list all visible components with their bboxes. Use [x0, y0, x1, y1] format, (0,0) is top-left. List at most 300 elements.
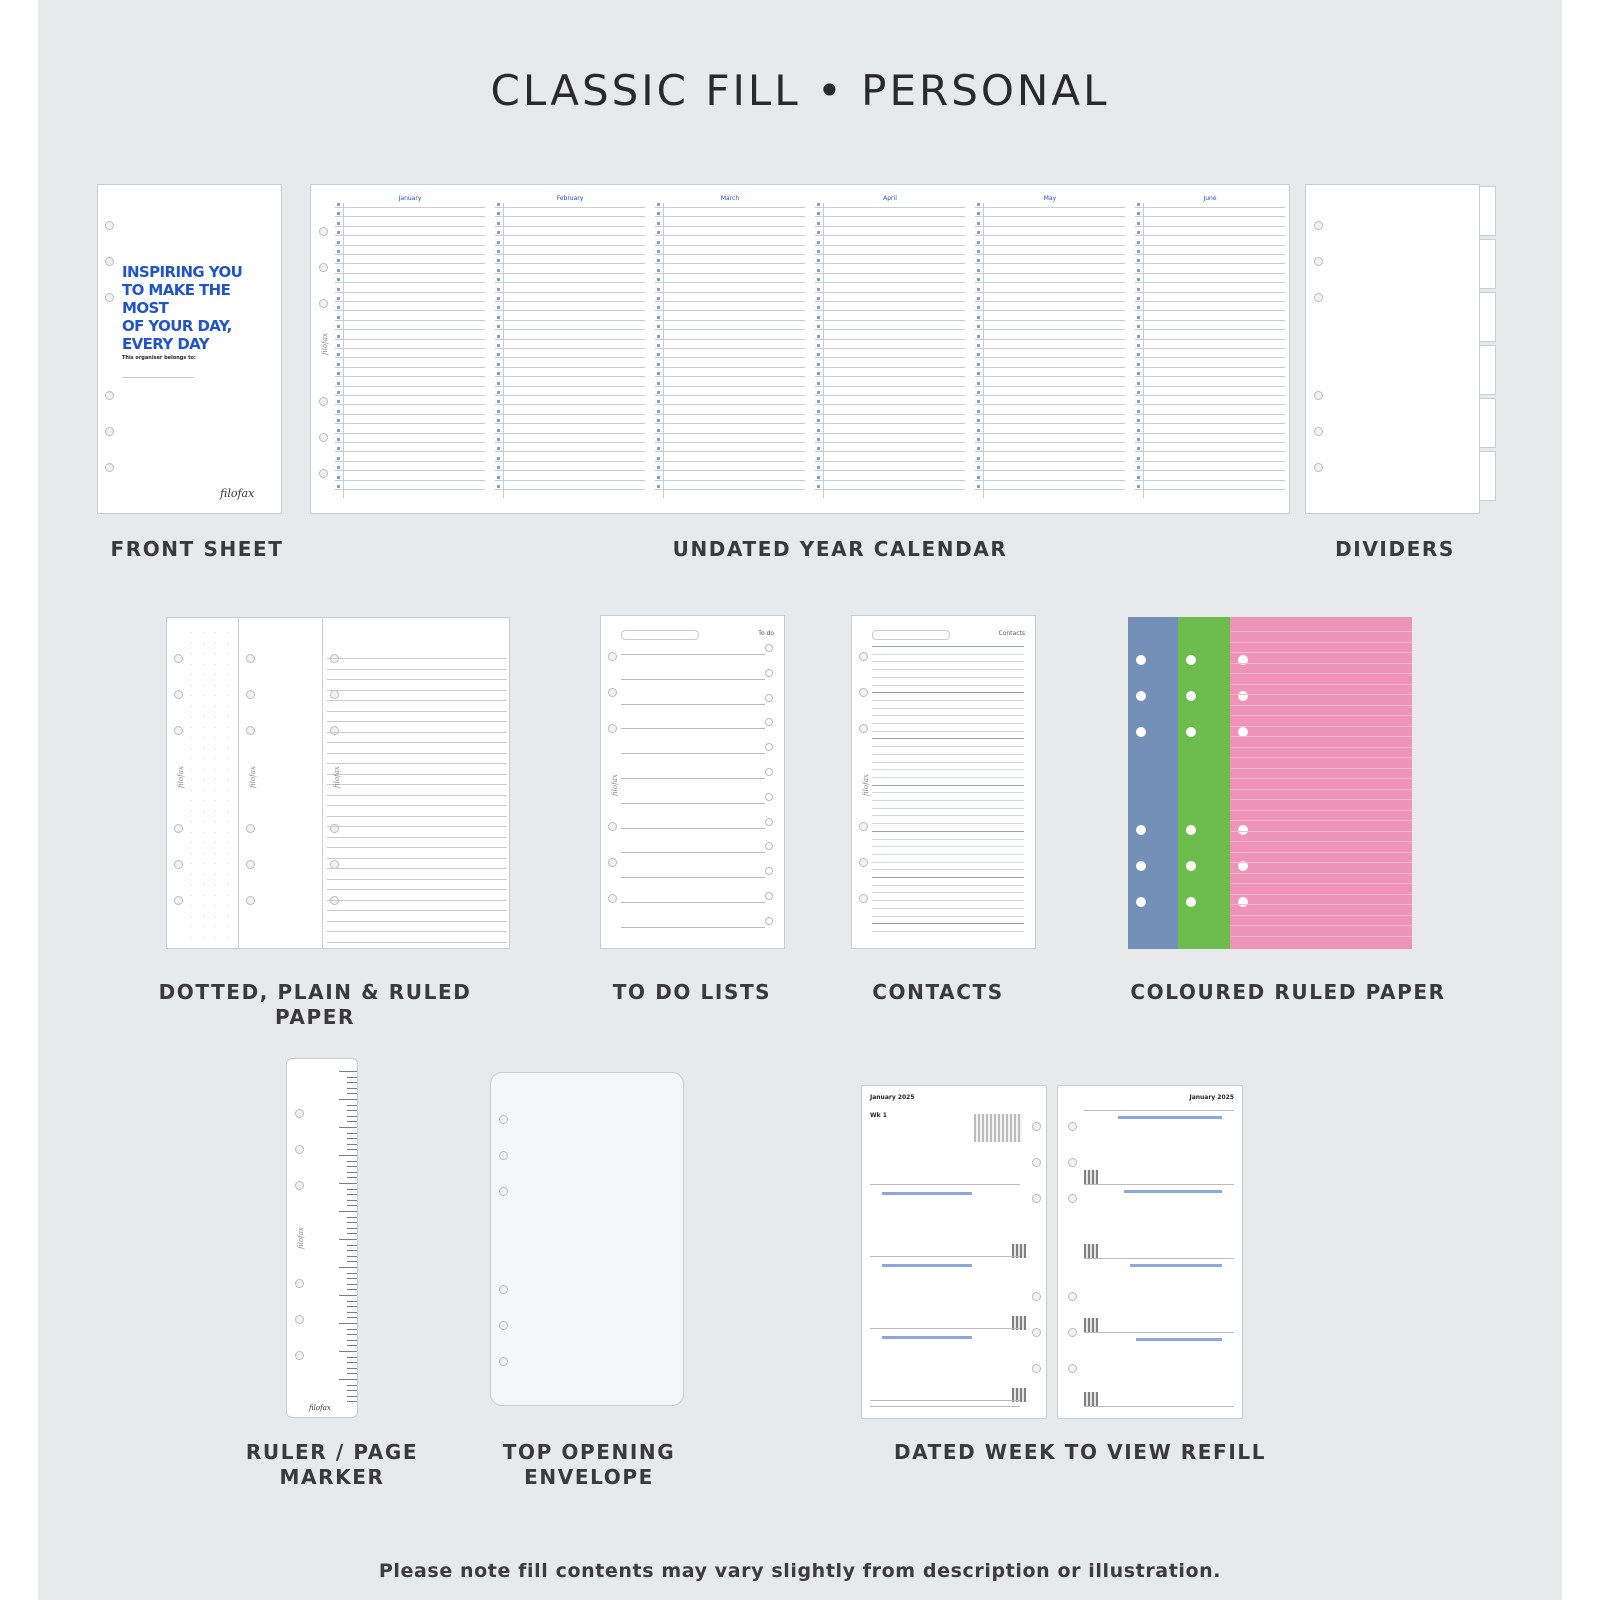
todo-line: [621, 778, 765, 779]
calendar-day-number: [817, 231, 820, 234]
grid-dot: [215, 874, 216, 875]
grid-dot: [227, 674, 228, 675]
punch-hole: [105, 221, 114, 230]
calendar-day-number: [977, 382, 980, 385]
calendar-row-rule: [1135, 301, 1285, 302]
grid-dot: [191, 800, 192, 801]
calendar-day-number: [657, 306, 660, 309]
contacts-line: [872, 685, 1024, 686]
calendar-day-number: [1137, 288, 1140, 291]
calendar-row-rule: [1135, 245, 1285, 246]
calendar-day-number: [817, 297, 820, 300]
calendar-row-rule: [975, 310, 1125, 311]
calendar-day-number: [497, 400, 500, 403]
calendar-row-rule: [975, 216, 1125, 217]
contacts-line: [872, 731, 1024, 732]
calendar-day-number: [817, 485, 820, 488]
grid-dot: [191, 916, 192, 917]
punch-hole: [1314, 221, 1323, 230]
calendar-day-number: [657, 344, 660, 347]
calendar-day-number: [1137, 241, 1140, 244]
calendar-day-number: [337, 429, 340, 432]
calendar-day-number: [1137, 419, 1140, 422]
calendar-row-rule: [335, 348, 485, 349]
grid-dot: [215, 811, 216, 812]
ruled-line: [327, 795, 507, 796]
punch-hole: [499, 1151, 508, 1160]
calendar-row-rule: [335, 301, 485, 302]
calendar-day-number: [817, 203, 820, 206]
punch-hole: [1068, 1122, 1077, 1131]
pink-ruled-line: [1230, 852, 1412, 853]
ruled-line: [327, 763, 507, 764]
calendar-row-rule: [335, 414, 485, 415]
calendar-day-number: [497, 447, 500, 450]
punch-hole: [105, 427, 114, 436]
calendar-day-number: [497, 269, 500, 272]
calendar-day-column-rule: [663, 203, 664, 498]
calendar-day-column-rule: [823, 203, 824, 498]
calendar-row-rule: [335, 263, 485, 264]
ruler-brand: filofax: [309, 1404, 331, 1412]
punch-hole: [1186, 897, 1196, 907]
punch-hole: [1068, 1328, 1077, 1337]
ruler-tick: [339, 1295, 357, 1296]
punch-hole: [246, 824, 255, 833]
ruled-line: [327, 931, 507, 932]
calendar-day-number: [817, 476, 820, 479]
grid-dot: [227, 779, 228, 780]
contacts-line: [872, 777, 1024, 778]
contacts-header: Contacts: [998, 630, 1025, 637]
calendar-row-rule: [495, 301, 645, 302]
grid-dot: [191, 685, 192, 686]
calendar-row-rule: [1135, 404, 1285, 405]
ruler-tick: [339, 1127, 357, 1128]
qr-code-icon: [1084, 1318, 1098, 1332]
calendar-day-number: [817, 250, 820, 253]
contacts-line: [872, 700, 1024, 701]
grid-dot: [215, 758, 216, 759]
punch-hole: [1238, 655, 1248, 665]
calendar-day-number: [657, 203, 660, 206]
punch-hole: [1186, 691, 1196, 701]
grid-dot: [203, 832, 204, 833]
grid-dot: [227, 695, 228, 696]
calendar-day-number: [497, 457, 500, 460]
todo-checkbox-circle: [765, 917, 773, 925]
ruler-tick: [339, 1183, 357, 1184]
calendar-row-rule: [335, 329, 485, 330]
calendar-row-rule: [495, 235, 645, 236]
punch-hole: [1136, 727, 1146, 737]
calendar-row-rule: [495, 207, 645, 208]
calendar-row-rule: [975, 386, 1125, 387]
calendar-day-number: [337, 231, 340, 234]
week-right-page-illustration: [1057, 1085, 1243, 1419]
calendar-row-rule: [655, 292, 805, 293]
todo-line: [621, 803, 765, 804]
calendar-day-number: [337, 325, 340, 328]
grid-dot: [191, 632, 192, 633]
calendar-day-number: [337, 419, 340, 422]
grid-dot: [215, 748, 216, 749]
grid-dot: [215, 632, 216, 633]
calendar-row-rule: [815, 329, 965, 330]
contacts-line: [872, 831, 1024, 832]
calendar-row-rule: [815, 216, 965, 217]
calendar-row-rule: [655, 404, 805, 405]
calendar-row-rule: [815, 235, 965, 236]
calendar-month-name: March: [720, 195, 740, 202]
grid-dot: [191, 821, 192, 822]
calendar-row-rule: [975, 245, 1125, 246]
ruler-tick: [339, 1071, 357, 1072]
calendar-day-number: [977, 231, 980, 234]
grid-dot: [227, 874, 228, 875]
punch-hole: [859, 652, 868, 661]
calendar-row-rule: [655, 301, 805, 302]
calendar-row-rule: [495, 480, 645, 481]
contacts-line: [872, 692, 1024, 693]
caption-envelope: [469, 1440, 709, 1490]
pink-ruled-line: [1230, 894, 1412, 895]
punch-hole: [1314, 463, 1323, 472]
calendar-month-name: January: [398, 195, 422, 202]
calendar-day-number: [337, 391, 340, 394]
calendar-row-rule: [1135, 442, 1285, 443]
calendar-row-rule: [815, 376, 965, 377]
punch-hole: [246, 860, 255, 869]
punch-hole: [246, 726, 255, 735]
calendar-day-number: [977, 457, 980, 460]
ruler-tick: [347, 1138, 357, 1139]
grid-dot: [203, 874, 204, 875]
calendar-row-rule: [495, 386, 645, 387]
calendar-row-rule: [815, 348, 965, 349]
contacts-line: [872, 823, 1024, 824]
calendar-row-rule: [495, 245, 645, 246]
caption-ruler-line: MARKER: [279, 1465, 385, 1489]
ruler-tick: [347, 1245, 357, 1246]
calendar-day-number: [1137, 438, 1140, 441]
ruler-tick: [347, 1194, 357, 1195]
grid-dot: [191, 937, 192, 938]
week-left-month: January 2025: [870, 1094, 915, 1101]
calendar-day-number: [337, 212, 340, 215]
todo-header: To do: [758, 630, 774, 637]
calendar-day-number: [657, 335, 660, 338]
calendar-day-number: [1137, 457, 1140, 460]
grid-dot: [215, 737, 216, 738]
calendar-row-rule: [335, 395, 485, 396]
grid-dot: [203, 664, 204, 665]
ruler-tick: [347, 1340, 357, 1341]
ruler-tick: [347, 1362, 357, 1363]
week-footer-rule: [1084, 1406, 1234, 1407]
calendar-day-number: [977, 410, 980, 413]
calendar-row-rule: [975, 367, 1125, 368]
grid-dot: [203, 737, 204, 738]
ruler-tick: [347, 1312, 357, 1313]
ruled-line: [327, 658, 507, 659]
todo-brand: filofax: [611, 774, 619, 796]
calendar-row-rule: [975, 470, 1125, 471]
calendar-day-number: [657, 363, 660, 366]
ruler-tick: [347, 1228, 357, 1229]
calendar-row-rule: [495, 292, 645, 293]
ruled-line: [327, 826, 507, 827]
caption-paper: DOTTED, PLAIN & RULED PAPER: [158, 980, 472, 1029]
caption-ruler: [212, 1440, 452, 1490]
ruled-line: [327, 900, 507, 901]
grid-dot: [191, 664, 192, 665]
calendar-row-rule: [655, 235, 805, 236]
todo-checkbox-circle: [765, 867, 773, 875]
grid-dot: [227, 716, 228, 717]
calendar-day-number: [977, 363, 980, 366]
calendar-row-rule: [335, 320, 485, 321]
calendar-row-rule: [495, 282, 645, 283]
calendar-day-number: [817, 419, 820, 422]
contacts-line: [872, 785, 1024, 786]
grid-dot: [203, 926, 204, 927]
calendar-row-rule: [335, 254, 485, 255]
grid-dot: [203, 916, 204, 917]
week-footer-rule: [870, 1406, 1020, 1407]
calendar-row-rule: [495, 404, 645, 405]
punch-hole: [1314, 257, 1323, 266]
punch-hole: [319, 469, 328, 478]
grid-dot: [203, 842, 204, 843]
calendar-row-rule: [655, 226, 805, 227]
grid-dot: [191, 653, 192, 654]
ruler-tick: [347, 1222, 357, 1223]
calendar-row-rule: [815, 404, 965, 405]
ruler-tick: [339, 1379, 357, 1380]
pink-ruled-line: [1230, 831, 1412, 832]
punch-hole: [499, 1115, 508, 1124]
calendar-day-number: [497, 410, 500, 413]
grid-dot: [227, 884, 228, 885]
grid-dot: [215, 800, 216, 801]
ruled-line: [327, 868, 507, 869]
calendar-row-rule: [495, 395, 645, 396]
calendar-row-rule: [335, 480, 485, 481]
week-day-rule: [1084, 1110, 1234, 1111]
pink-ruled-line: [1230, 925, 1412, 926]
calendar-day-number: [337, 203, 340, 206]
grid-dot: [215, 643, 216, 644]
grid-dot: [215, 685, 216, 686]
calendar-day-number: [1137, 297, 1140, 300]
calendar-day-number: [337, 278, 340, 281]
calendar-row-rule: [335, 235, 485, 236]
calendar-row-rule: [815, 480, 965, 481]
todo-line: [621, 654, 765, 655]
punch-hole: [330, 896, 339, 905]
contacts-line: [872, 792, 1024, 793]
calendar-row-rule: [495, 367, 645, 368]
grid-dot: [203, 685, 204, 686]
calendar-day-number: [977, 241, 980, 244]
calendar-day-number: [1137, 250, 1140, 253]
grid-dot: [227, 937, 228, 938]
calendar-day-number: [657, 419, 660, 422]
contacts-line: [872, 808, 1024, 809]
grid-dot: [215, 695, 216, 696]
divider-tab: [1480, 451, 1496, 501]
paper-sheet-ruled: [322, 617, 510, 949]
ruler-tick: [339, 1155, 357, 1156]
calendar-day-number: [1137, 231, 1140, 234]
calendar-day-number: [1137, 372, 1140, 375]
calendar-day-number: [337, 250, 340, 253]
contacts-title-box: [872, 630, 950, 640]
calendar-day-number: [497, 485, 500, 488]
calendar-day-number: [337, 382, 340, 385]
caption-coloured: COLOURED RULED PAPER: [1130, 980, 1446, 1004]
calendar-day-column-rule: [503, 203, 504, 498]
calendar-day-number: [1137, 344, 1140, 347]
calendar-day-number: [977, 316, 980, 319]
punch-hole: [1186, 727, 1196, 737]
punch-hole: [859, 894, 868, 903]
calendar-row-rule: [1135, 423, 1285, 424]
calendar-row-rule: [335, 310, 485, 311]
week-day-rule: [870, 1400, 1020, 1401]
punch-hole: [105, 293, 114, 302]
calendar-day-number: [1137, 316, 1140, 319]
calendar-day-number: [497, 325, 500, 328]
punch-hole: [1068, 1364, 1077, 1373]
todo-list-illustration: [600, 615, 785, 949]
pink-ruled-line: [1230, 873, 1412, 874]
calendar-row-rule: [495, 329, 645, 330]
headline-line: OF YOUR DAY,: [122, 317, 232, 335]
calendar-row-rule: [1135, 470, 1285, 471]
calendar-day-number: [977, 269, 980, 272]
grid-dot: [191, 926, 192, 927]
calendar-row-rule: [975, 451, 1125, 452]
calendar-row-rule: [975, 414, 1125, 415]
punch-hole: [319, 397, 328, 406]
todo-line: [621, 679, 765, 680]
grid-dot: [203, 779, 204, 780]
calendar-row-rule: [655, 245, 805, 246]
calendar-day-number: [337, 335, 340, 338]
week-number: Wk 1: [870, 1112, 887, 1119]
calendar-day-number: [817, 306, 820, 309]
grid-dot: [203, 632, 204, 633]
week-day-rule: [1084, 1258, 1234, 1259]
calendar-row-rule: [335, 292, 485, 293]
calendar-row-rule: [655, 451, 805, 452]
ruler-illustration: [286, 1058, 358, 1418]
punch-hole: [1068, 1292, 1077, 1301]
grid-dot: [227, 727, 228, 728]
calendar-row-rule: [1135, 235, 1285, 236]
todo-checkbox-circle: [765, 694, 773, 702]
ruler-tick: [339, 1267, 357, 1268]
pink-ruled-line: [1230, 642, 1412, 643]
calendar-row-rule: [495, 489, 645, 490]
qr-code-icon: [1084, 1170, 1098, 1184]
ruled-line: [327, 921, 507, 922]
calendar-row-rule: [1135, 480, 1285, 481]
calendar-row-rule: [975, 404, 1125, 405]
calendar-row-rule: [1135, 433, 1285, 434]
calendar-row-rule: [1135, 329, 1285, 330]
calendar-row-rule: [1135, 310, 1285, 311]
calendar-row-rule: [655, 367, 805, 368]
grid-dot: [203, 905, 204, 906]
calendar-day-number: [497, 363, 500, 366]
calendar-row-rule: [335, 273, 485, 274]
calendar-row-rule: [655, 339, 805, 340]
calendar-day-number: [1137, 391, 1140, 394]
ruler-tick: [347, 1093, 357, 1094]
punch-hole: [174, 654, 183, 663]
punch-hole: [1068, 1158, 1077, 1167]
grid-dot: [227, 832, 228, 833]
punch-hole: [499, 1285, 508, 1294]
calendar-day-number: [977, 344, 980, 347]
grid-dot: [191, 727, 192, 728]
grid-dot: [227, 800, 228, 801]
grid-dot: [203, 863, 204, 864]
contacts-line: [872, 708, 1024, 709]
todo-line: [621, 852, 765, 853]
pink-ruled-line: [1230, 883, 1412, 884]
grid-dot: [215, 716, 216, 717]
pink-ruled-line: [1230, 684, 1412, 685]
calendar-row-rule: [335, 451, 485, 452]
calendar-day-number: [817, 363, 820, 366]
contacts-line: [872, 923, 1024, 924]
ruled-line: [327, 721, 507, 722]
punch-hole: [319, 299, 328, 308]
grid-dot: [203, 811, 204, 812]
calendar-day-number: [817, 288, 820, 291]
ruler-tick: [347, 1334, 357, 1335]
todo-checkbox-circle: [765, 743, 773, 751]
calendar-row-rule: [495, 376, 645, 377]
calendar-day-number: [817, 466, 820, 469]
calendar-row-rule: [335, 216, 485, 217]
calendar-row-rule: [335, 386, 485, 387]
grid-dot: [227, 758, 228, 759]
calendar-row-rule: [495, 357, 645, 358]
calendar-row-rule: [975, 339, 1125, 340]
calendar-row-rule: [1135, 367, 1285, 368]
calendar-row-rule: [1135, 461, 1285, 462]
grid-dot: [215, 769, 216, 770]
ruler-tick: [347, 1217, 357, 1218]
calendar-row-rule: [655, 273, 805, 274]
contacts-line: [872, 862, 1024, 863]
calendar-row-rule: [815, 207, 965, 208]
calendar-day-number: [657, 457, 660, 460]
ruler-tick: [347, 1289, 357, 1290]
calendar-day-number: [497, 222, 500, 225]
calendar-row-rule: [495, 442, 645, 443]
calendar-day-number: [1137, 203, 1140, 206]
ruler-tick: [339, 1239, 357, 1240]
calendar-row-rule: [975, 348, 1125, 349]
calendar-day-number: [817, 438, 820, 441]
calendar-day-number: [657, 410, 660, 413]
